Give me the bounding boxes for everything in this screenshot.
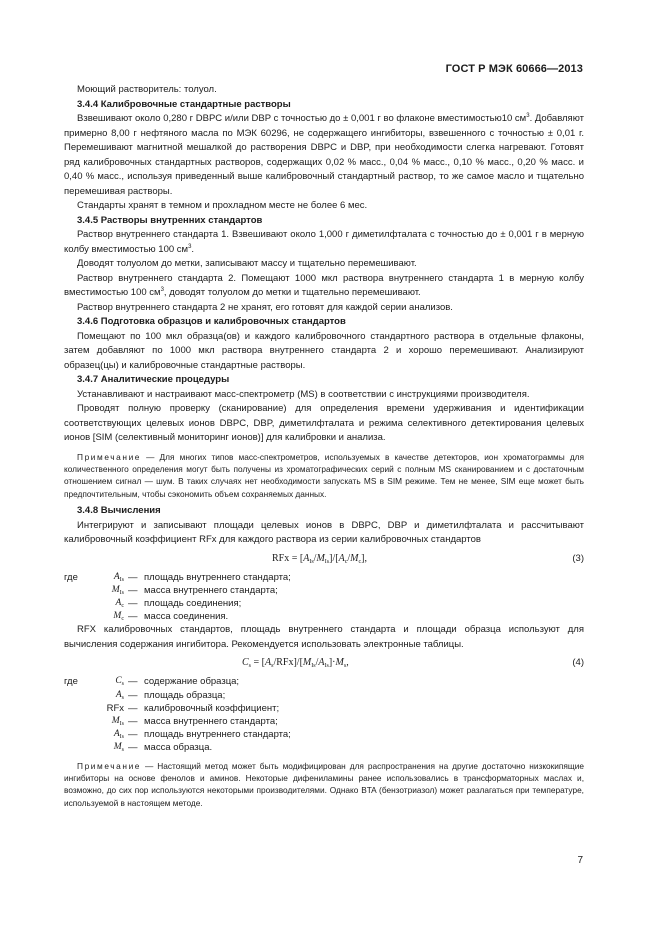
note: Примечание — Для многих типов масс-спектрометров, используемых в качестве детекторов, ион хроматограммы для количественного определения могут быть получены из хроматографических серий с полным MS сканированием и с достаточным отношением сигнал — шум. В таких случаях нет необходимости запускать MS в SIM режиме. Тем не менее, SIM еще может быть предпочтительным, чтобы сэкономить объем сохраняемых данных.	[64, 451, 584, 499]
paragraph: Моющий растворитель: толуол.	[77, 84, 217, 95]
paragraph: Устанавливают и настраивают масс-спектрометр (MS) в соответствии с инструкциями производителя.	[77, 388, 530, 400]
paragraph: Доводят толуолом до метки, записывают массу и тщательно перемешивают.	[77, 258, 417, 269]
paragraph: Взвешивают около 0,280 г DBPC и/или DBP с точностью до ± 0,001 г во флаконе вместимостью10 $см^3$. Добавляют примерно 8,00 г нефтяного масла по МЭК 60296, не содержащего ингибиторы, взвешенного с точностью ± 0,01 г. Перемешивают магнитной мешалкой до растворения DBPC и DBP, при необходимости слегка нагревают. Готовят ряд калибровочных стандартных растворов, содержащих 0,02 % масс., 0,04 % масс., 0,10 % масс., 0,20 % масс. и 0,40 % масс., используя приведенный выше калибровочный стандартный раствор, то же самое масло и тщательно перемешивая растворы.	[64, 113, 584, 197]
section-heading-3-4-4: 3.4.4 Калибровочные стандартные растворы	[77, 98, 291, 110]
page-number: 7	[577, 855, 583, 866]
definition-row: $M_{Is}$ — масса внутреннего стандарта;	[111, 716, 278, 728]
formula-3-expression: RFx = $[A_{Is}/M_{Is}]/[A_c/M_c]$,	[272, 552, 368, 565]
definition-row: $M_{Is}$ — масса внутреннего стандарта;	[111, 584, 278, 596]
definition-row: $M_s$ — масса образца.	[113, 742, 213, 754]
definition-row: где $A_{Is}$ — площадь внутреннего стандарта;	[64, 571, 291, 583]
formula-3	[64, 548, 584, 571]
definition-row: $M_c$ — масса соединения.	[113, 611, 229, 623]
document-header: ГОСТ Р МЭК 60666—2013	[445, 63, 583, 75]
formula-3-number: (3)	[572, 552, 584, 564]
paragraph: Помещают по 100 мкл образца(ов) и каждого калибровочного стандартного раствора в отдельные флаконы, затем добавляют по 1000 мкл раствора внутреннего стандарта 2 и хорошо перемешивают. Анализируют образец(цы) и калибровочные стандартные растворы.	[64, 330, 584, 371]
document-body	[64, 83, 584, 813]
definitions-list-2	[64, 675, 584, 754]
paragraph: Раствор внутреннего стандарта 2. Помещают 1000 мкл раствора внутреннего стандарта 1 в мерную колбу вместимостью 100 $см^3$, доводят толуолом до метки и тщательно перемешивают.	[64, 272, 584, 298]
definition-row: где $C_s$ — содержание образца;	[64, 676, 240, 688]
formula-4	[64, 652, 584, 675]
paragraph: RFX калибровочных стандартов, площадь внутреннего стандарта и площади образца используют для вычисления содержания ингибитора. Рекомендуется использовать электронные таблицы.	[64, 624, 584, 650]
definition-row: $A_c$ — площадь соединения;	[115, 598, 242, 610]
note: Примечание — Настоящий метод может быть модифицирован для распространения на другие достаточно низкокипящие ингибиторы на основе фенолов и аминов. Некоторые дифениламины ранее использовались в трансформаторных маслах и, возможно, до сих пор используются некоторыми производителями. Однако BTA (бензотриазол) может разлагаться при температуре, используемой в настоящем методе.	[64, 760, 584, 808]
definitions-list-1	[64, 571, 584, 624]
formula-4-expression: $C_s = [A_s/RFx]/[M_{Is}/A_{Is}]\cdot M_s$,	[242, 657, 349, 670]
paragraph: Стандарты хранят в темном и прохладном месте не более 6 мес.	[77, 200, 368, 211]
section-heading-3-4-7: 3.4.7 Аналитические процедуры	[77, 374, 230, 385]
section-heading-3-4-5: 3.4.5 Растворы внутренних стандартов	[77, 214, 263, 226]
definition-row: $A_s$ — площадь образца;	[115, 689, 226, 701]
paragraph: Интегрируют и записывают площади целевых ионов в DBPC, DBP и диметилфталата и рассчитывают калибровочный коэффициент RFx для каждого раствора из серии калибровочных стандартов	[64, 519, 584, 546]
paragraph: Раствор внутреннего стандарта 2 не хранят, его готовят для каждой серии анализов.	[77, 301, 453, 313]
section-heading-3-4-6: 3.4.6 Подготовка образцов и калибровочных стандартов	[77, 316, 346, 327]
definition-row: $A_{Is}$ — площадь внутреннего стандарта;	[113, 729, 291, 741]
paragraph: Проводят полную проверку (сканирование) для определения времени удерживания и идентификации соответствующих целевых ионов DBPC, DBP, диметилфталата и режима селективного детектирования целевых ионов [SIM (селективный мониторинг ионов)] для калибровки и анализа.	[64, 403, 584, 443]
paragraph: Раствор внутреннего стандарта 1. Взвешивают около 1,000 г диметилфталата с точностью до ± 0,001 г в мерную колбу вместимостью 100 $см^3$.	[64, 229, 584, 255]
formula-4-number: (4)	[572, 657, 584, 669]
note-label: Примечание	[77, 451, 142, 462]
note-label: Примечание	[77, 760, 142, 771]
section-heading-3-4-8: 3.4.8 Вычисления	[77, 505, 161, 517]
definition-row: RFx — калибровочный коэффициент;	[106, 702, 280, 714]
